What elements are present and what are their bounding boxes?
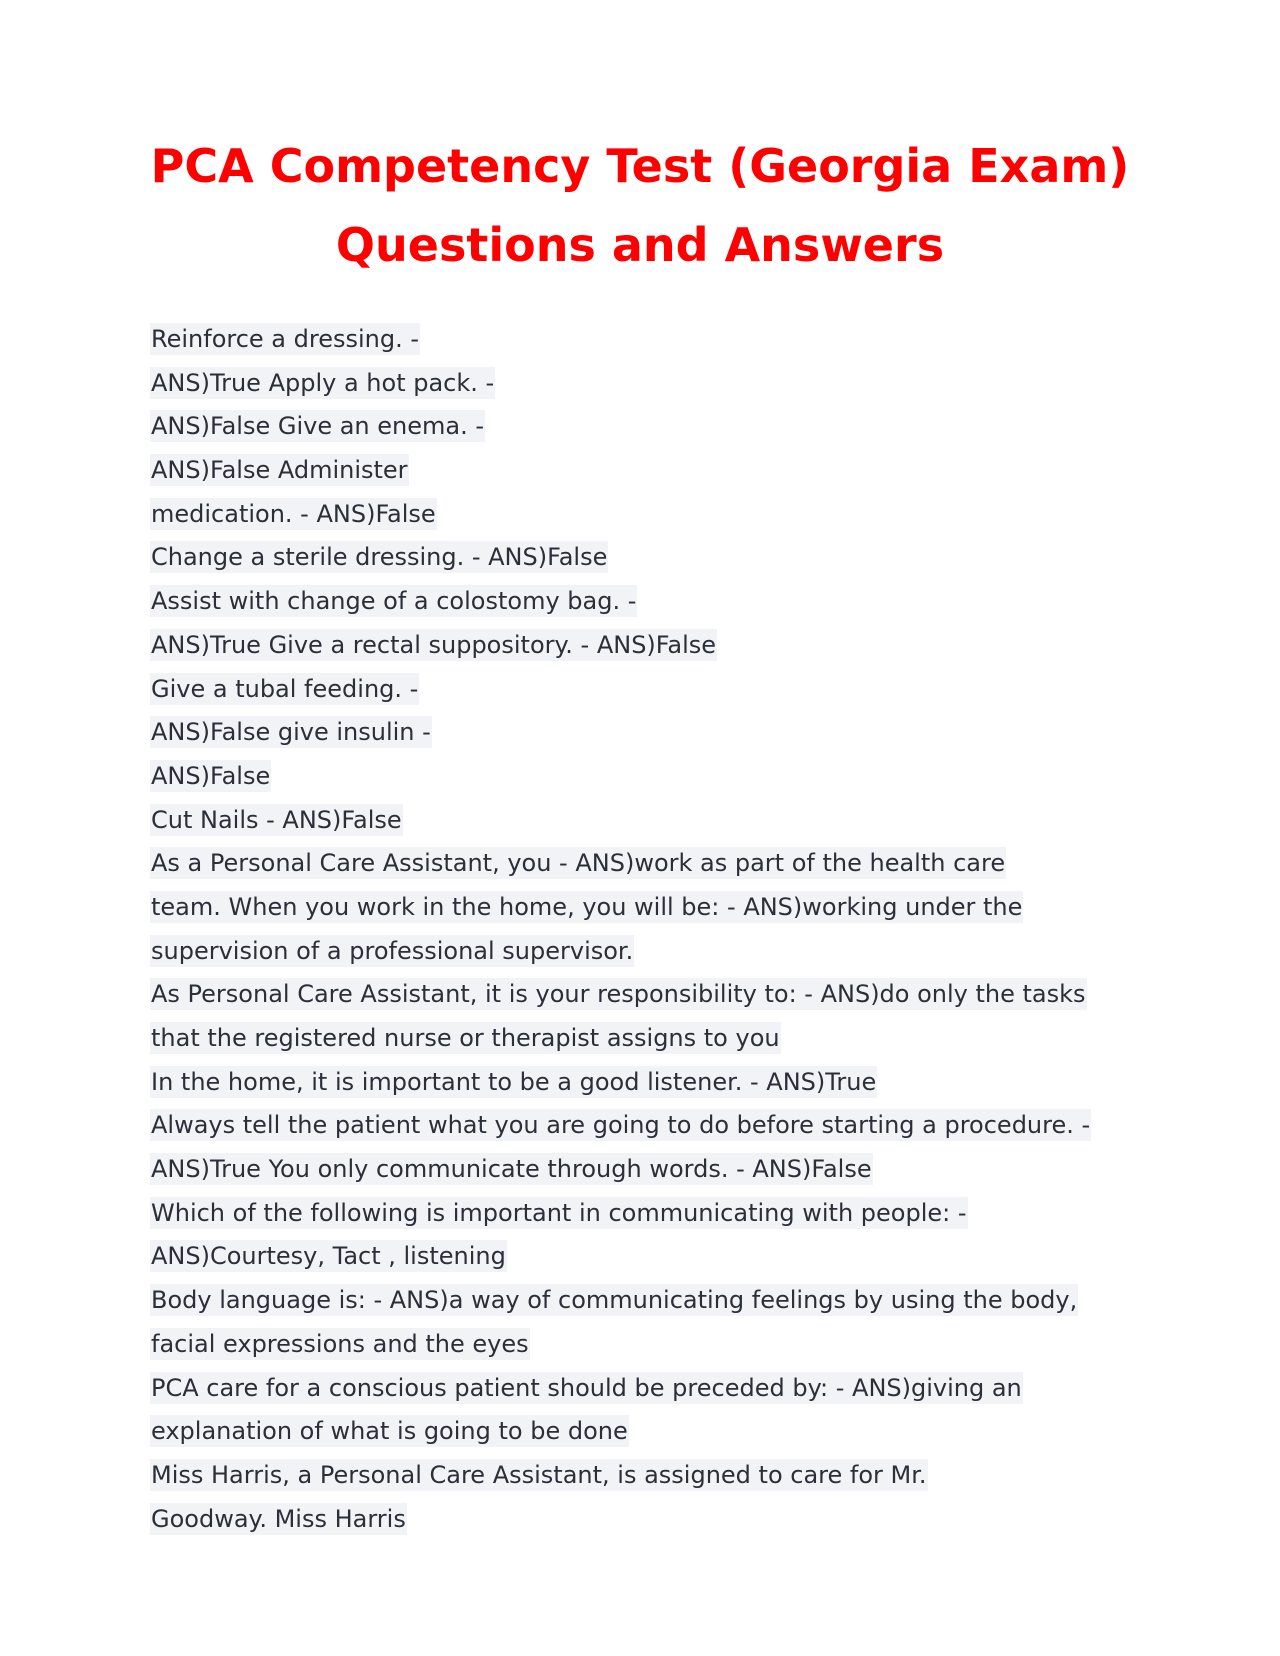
text-line bbox=[150, 886, 1150, 930]
text-line-content: ANS)False Administer bbox=[151, 456, 408, 485]
text-line-content: explanation of what is going to be done bbox=[151, 1417, 628, 1446]
text-line bbox=[150, 405, 1150, 449]
text-line bbox=[150, 930, 1150, 974]
text-line bbox=[150, 1235, 1150, 1279]
text-line-content: team. When you work in the home, you will be: - ANS)working under the bbox=[151, 892, 1023, 921]
text-line bbox=[150, 449, 1150, 493]
text-line-content: that the registered nurse or therapist assigns to you bbox=[151, 1024, 780, 1052]
text-line bbox=[150, 711, 1150, 755]
text-line-content: ANS)Courtesy, Tact , listening bbox=[151, 1242, 506, 1271]
text-line-content: medication. - ANS)False bbox=[151, 499, 436, 528]
text-line-content: Goodway. Miss Harris bbox=[151, 1504, 406, 1533]
page-title-line-1: PCA Competency Test (Georgia Exam) bbox=[150, 139, 1130, 193]
text-line-content: ANS)True You only communicate through words. - ANS)False bbox=[151, 1155, 872, 1184]
text-line bbox=[150, 493, 1150, 537]
text-line-content: facial expressions and the eyes bbox=[151, 1329, 529, 1358]
document-body bbox=[150, 318, 1150, 1541]
text-line bbox=[150, 362, 1150, 406]
text-line-content: PCA care for a conscious patient should be preceded by: - ANS)giving an bbox=[151, 1373, 1022, 1402]
text-line-content: ANS)False give insulin - bbox=[151, 718, 431, 747]
text-line bbox=[150, 318, 1150, 362]
text-line bbox=[150, 1061, 1150, 1105]
text-line bbox=[150, 1279, 1150, 1323]
text-line bbox=[150, 1104, 1150, 1148]
text-line bbox=[150, 1017, 1150, 1061]
text-line bbox=[150, 1367, 1150, 1411]
text-line bbox=[150, 1148, 1150, 1192]
text-line-content: In the home, it is important to be a good listener. - ANS)True bbox=[151, 1067, 877, 1096]
text-line-content: Give a tubal feeding. - bbox=[151, 674, 419, 703]
text-line bbox=[150, 842, 1150, 886]
text-line bbox=[150, 1498, 1150, 1542]
text-line-content: ANS)False bbox=[151, 761, 271, 790]
text-line bbox=[150, 1323, 1150, 1367]
text-line-content: Which of the following is important in communicating with people: - bbox=[151, 1198, 967, 1227]
page-title-line-2: Questions and Answers bbox=[335, 218, 945, 272]
text-line bbox=[150, 668, 1150, 712]
text-line bbox=[150, 580, 1150, 624]
text-line-content: ANS)True Give a rectal suppository. - ANS)False bbox=[151, 630, 717, 659]
text-line-content: ANS)True Apply a hot pack. - bbox=[151, 368, 495, 397]
text-line bbox=[150, 624, 1150, 668]
text-line-content: Miss Harris, a Personal Care Assistant, is assigned to care for Mr. bbox=[151, 1460, 927, 1489]
text-line-content: Change a sterile dressing. - ANS)False bbox=[151, 543, 608, 572]
text-line bbox=[150, 799, 1150, 843]
text-line bbox=[150, 536, 1150, 580]
text-line bbox=[150, 755, 1150, 799]
text-line-content: Cut Nails - ANS)False bbox=[151, 805, 402, 834]
text-line-content: Body language is: - ANS)a way of communicating feelings by using the body, bbox=[151, 1286, 1078, 1315]
text-line-content: As a Personal Care Assistant, you - ANS)work as part of the health care bbox=[151, 849, 1006, 878]
text-line bbox=[150, 1192, 1150, 1236]
text-line-content: As Personal Care Assistant, it is your responsibility to: - ANS)do only the tasks bbox=[151, 980, 1086, 1009]
text-line bbox=[150, 1454, 1150, 1498]
text-line bbox=[150, 973, 1150, 1017]
text-line-content: ANS)False Give an enema. - bbox=[151, 412, 484, 441]
text-line-content: Assist with change of a colostomy bag. - bbox=[151, 587, 637, 616]
text-line-content: Always tell the patient what you are going to do before starting a procedure. - bbox=[151, 1111, 1091, 1140]
text-line-content: Reinforce a dressing. - bbox=[151, 325, 420, 353]
text-line bbox=[150, 1410, 1150, 1454]
text-line-content: supervision of a professional supervisor. bbox=[151, 936, 634, 965]
